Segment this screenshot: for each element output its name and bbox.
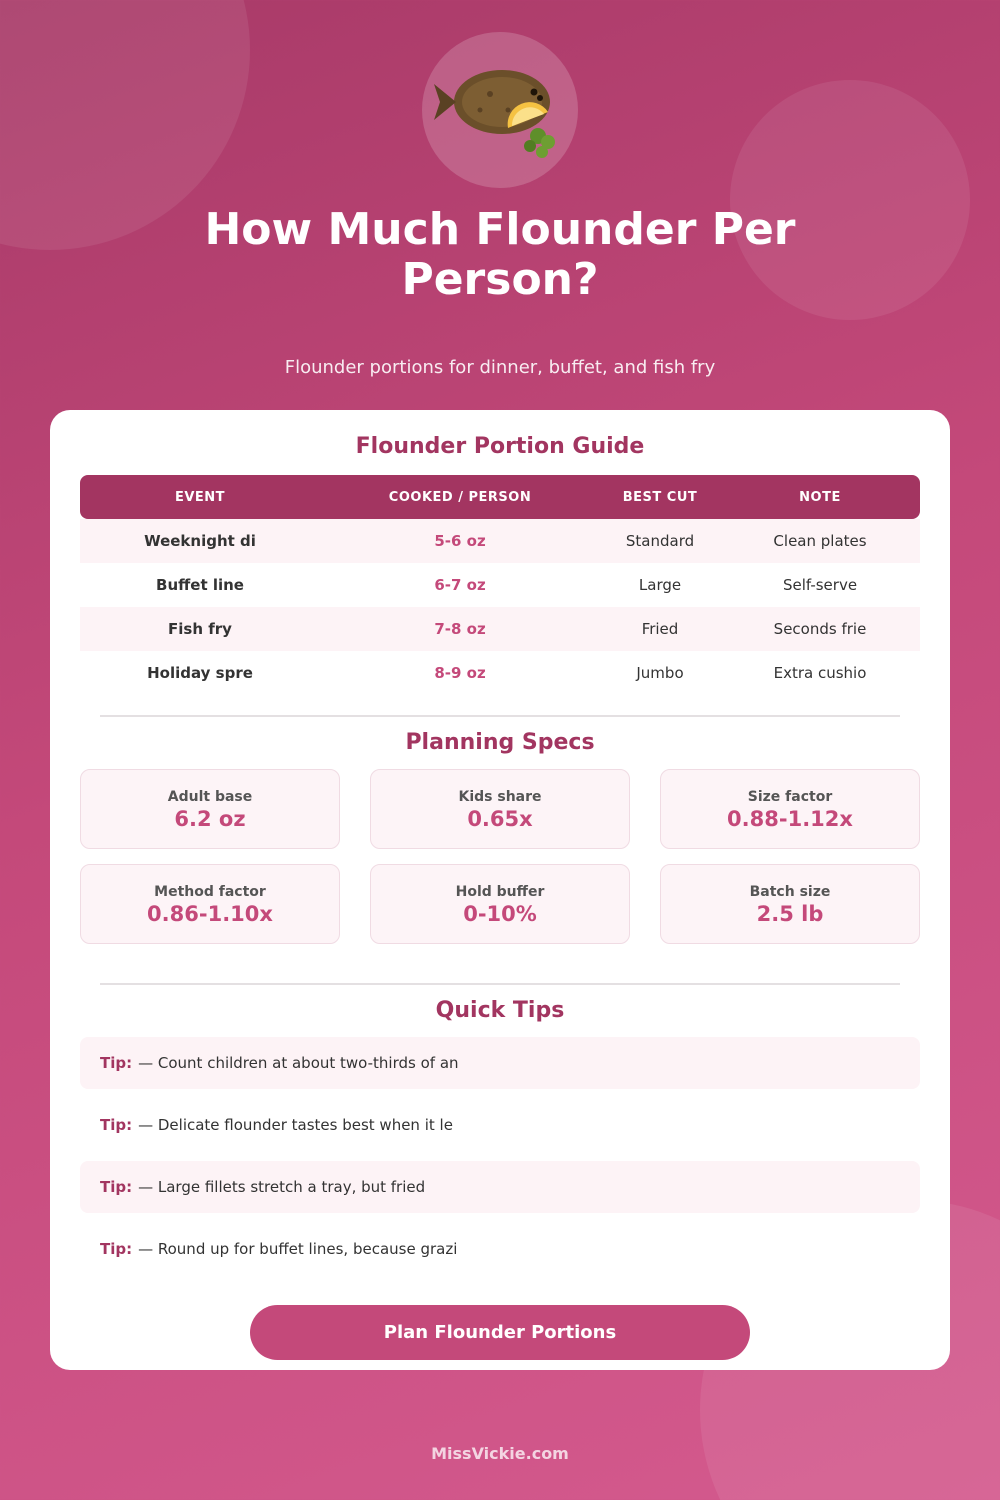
page-subtitle: Flounder portions for dinner, buffet, and fish fry (284, 357, 716, 378)
cell-note: Extra cushio (773, 664, 867, 682)
quick-tips-title: Quick Tips (435, 998, 565, 1023)
table-header (80, 475, 920, 519)
spec-card-batch-size (660, 864, 920, 944)
tip-label: Tip: (100, 1116, 133, 1134)
cell-cooked: 5-6 oz (434, 532, 486, 550)
cell-cut: Jumbo (636, 664, 684, 682)
spec-label: Adult base (167, 789, 253, 805)
tip-text: — Count children at about two-thirds of an (138, 1054, 459, 1072)
spec-label: Hold buffer (455, 884, 545, 900)
tip-text: — Delicate flounder tastes best when it le (138, 1116, 453, 1134)
spec-value: 6.2 oz (174, 807, 246, 831)
table-row (80, 563, 920, 607)
section-divider (100, 715, 900, 717)
plan-flounder-portions-button[interactable]: Plan Flounder Portions (250, 1305, 750, 1360)
cell-note: Self-serve (782, 576, 858, 594)
cell-event: Buffet line (156, 576, 244, 594)
column-header-cut: BEST CUT (622, 489, 698, 505)
spec-value: 0.65x (467, 807, 533, 831)
spec-value: 2.5 lb (756, 902, 824, 926)
column-header-cooked: COOKED / PERSON (388, 489, 532, 505)
spec-value: 0-10% (463, 902, 537, 926)
flounder-fish-icon (430, 50, 570, 170)
spec-card-size-factor (660, 769, 920, 849)
tip-text: — Round up for buffet lines, because grazi (138, 1240, 458, 1258)
tip-item (80, 1223, 920, 1275)
table-row (80, 651, 920, 695)
content-card (50, 410, 950, 1370)
section-divider (100, 983, 900, 985)
table-row (80, 519, 920, 563)
tip-item (80, 1037, 920, 1089)
cell-cut: Fried (641, 620, 679, 638)
cell-cooked: 6-7 oz (434, 576, 486, 594)
cell-event: Holiday spre (147, 664, 253, 682)
spec-value: 0.86-1.10x (147, 902, 273, 926)
tip-text: — Large fillets stretch a tray, but fried (138, 1178, 426, 1196)
portion-table (80, 475, 920, 695)
cell-note: Clean plates (773, 532, 867, 550)
spec-card-method-factor (80, 864, 340, 944)
planning-specs-title: Planning Specs (405, 730, 595, 755)
spec-label: Batch size (749, 884, 831, 900)
tip-item (80, 1099, 920, 1151)
tip-label: Tip: (100, 1240, 133, 1258)
page-title: How Much Flounder Per Person? (204, 204, 796, 305)
tip-label: Tip: (100, 1054, 133, 1072)
column-header-event: EVENT (174, 489, 226, 505)
spec-card-adult-base (80, 769, 340, 849)
hero-icon-circle (422, 32, 578, 188)
cell-cooked: 7-8 oz (434, 620, 486, 638)
cell-cut: Large (638, 576, 682, 594)
spec-card-kids-share (370, 769, 630, 849)
spec-label: Method factor (154, 884, 266, 900)
footer-brand[interactable]: MissVickie.com (431, 1444, 569, 1463)
spec-label: Size factor (747, 789, 833, 805)
cell-cooked: 8-9 oz (434, 664, 486, 682)
cell-event: Weeknight di (144, 532, 256, 550)
tip-label: Tip: (100, 1178, 133, 1196)
tip-item (80, 1161, 920, 1213)
cell-event: Fish fry (168, 620, 232, 638)
spec-label: Kids share (458, 789, 542, 805)
table-row (80, 607, 920, 651)
spec-card-hold-buffer (370, 864, 630, 944)
spec-value: 0.88-1.12x (727, 807, 853, 831)
portion-guide-title: Flounder Portion Guide (355, 434, 645, 459)
cell-cut: Standard (625, 532, 695, 550)
column-header-note: NOTE (799, 489, 841, 505)
cell-note: Seconds frie (773, 620, 867, 638)
